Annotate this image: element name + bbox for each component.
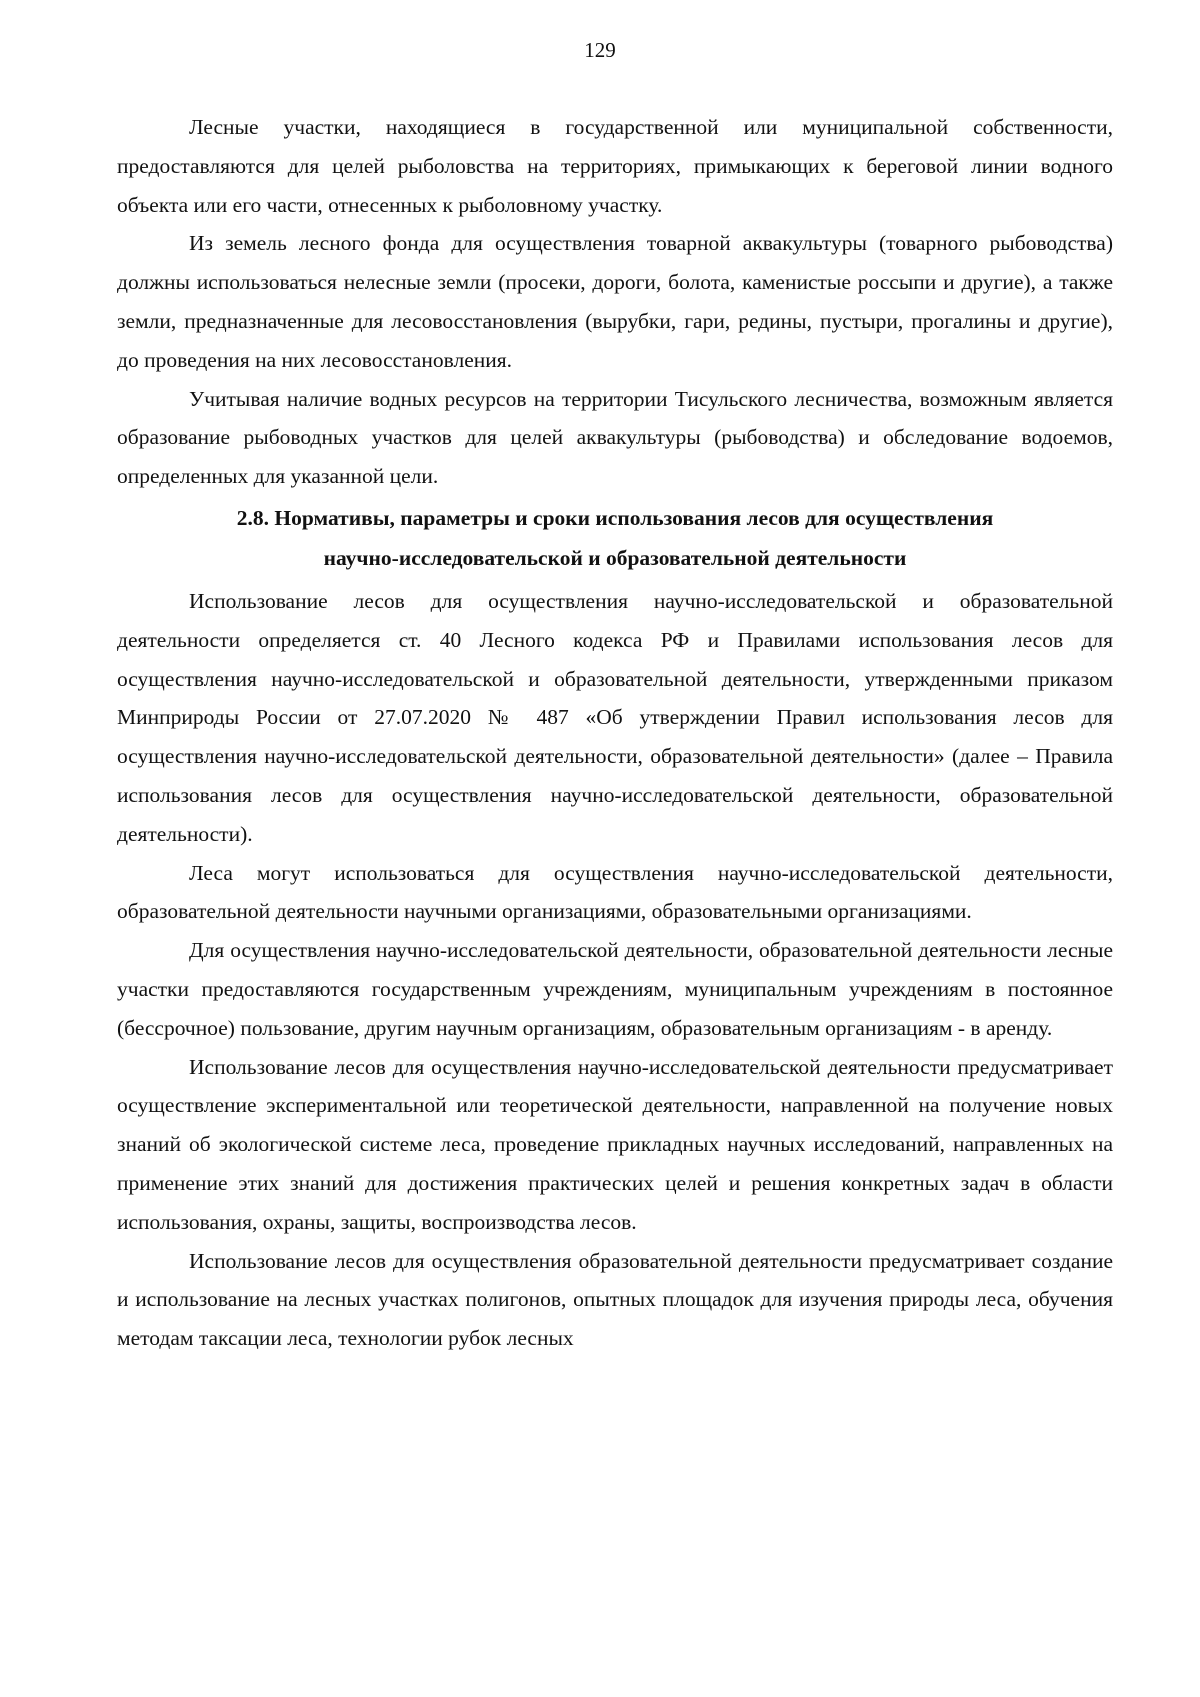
- paragraph-educational-activity: Использование лесов для осуществления образовательной деятельности предусматривает создание и использование на лесных участках полигонов, опытных площадок для изучения природы леса, обучения методам таксации леса, технологии рубок лесных: [117, 1248, 1113, 1351]
- page-body: [117, 108, 1113, 1358]
- paragraph-research-activity: Использование лесов для осуществления научно-исследовательской деятельности предусматривает осуществление экспериментальной или теоретической деятельности, направленной на получение новых знаний об экологической системе леса, проведение прикладных научных исследований, направленных на применение этих знаний для достижения практических целей и решения конкретных задач в области использования, охраны, защиты, воспроизводства лесов.: [117, 1054, 1113, 1234]
- page-number: 129: [584, 38, 616, 62]
- paragraph-forest-code: Использование лесов для осуществления научно-исследовательской и образовательной деятельности определяется ст. 40 Лесного кодекса РФ и Правилами использования лесов для осуществления научно-исследовательской и образовательной деятельности, утвержденными приказом Минприроды России от 27.07.2020 № 487 «Об утверждении Правил использования лесов для осуществления научно-исследовательской деятельности, образовательной деятельности» (далее – Правила использования лесов для осуществления научно-исследовательской деятельности, образовательной деятельности).: [117, 588, 1113, 846]
- paragraph-aquaculture-lands: Из земель лесного фонда для осуществления товарной аквакультуры (товарного рыбоводства) должны использоваться нелесные земли (просеки, дороги, болота, каменистые россыпи и другие), а также земли, предназначенные для лесовосстановления (вырубки, гари, редины, пустыри, прогалины и другие), до проведения на них лесовосстановления.: [117, 231, 1113, 372]
- section-heading-line-1: 2.8. Нормативы, параметры и сроки использования лесов для осуществления: [236, 505, 994, 530]
- paragraph-fishing-plots: Лесные участки, находящиеся в государственной или муниципальной собственности, предоставляются для целей рыболовства на территориях, примыкающих к береговой линии водного объекта или его части, отнесенных к рыболовному участку.: [117, 115, 1113, 217]
- paragraph-plot-provision: Для осуществления научно-исследовательской деятельности, образовательной деятельности лесные участки предоставляются государственным учреждениям, муниципальным учреждениям в постоянное (бессрочное) пользование, другим научным организациям, образовательным организациям - в аренду.: [117, 938, 1113, 1040]
- section-heading: [117, 498, 1113, 578]
- paragraph-organizations: Леса могут использоваться для осуществления научно-исследовательской деятельности, образовательной деятельности научными организациями, образовательными организациями.: [117, 860, 1113, 924]
- paragraph-water-resources: Учитывая наличие водных ресурсов на территории Тисульского лесничества, возможным является образование рыбоводных участков для целей аквакультуры (рыбоводства) и обследование водоемов, определенных для указанной цели.: [117, 386, 1113, 489]
- section-heading-line-2: научно-исследовательской и образовательной деятельности: [323, 545, 907, 570]
